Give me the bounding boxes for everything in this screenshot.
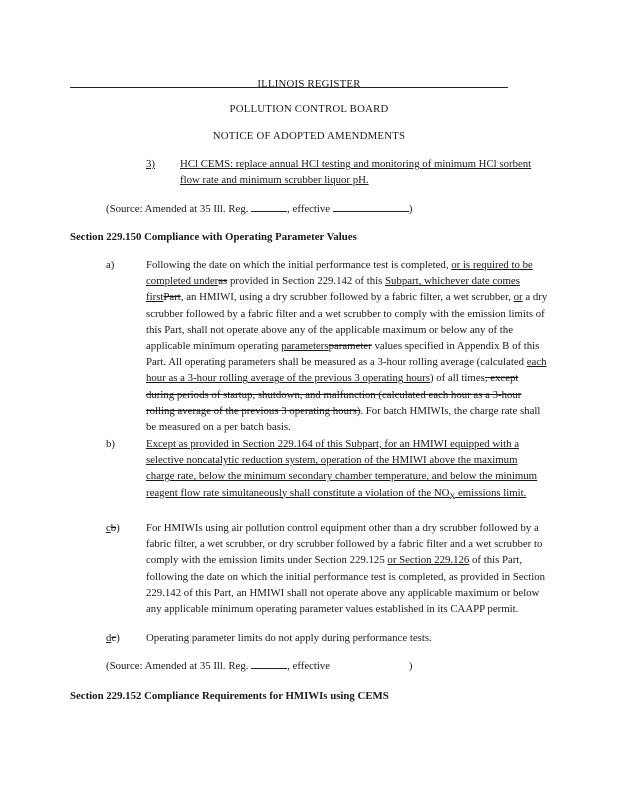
inserted-text: Subpart, whichever date comes first (146, 275, 520, 304)
item-text: HCl CEMS: replace annual HCl testing and monitoring of minimum HCl sorbent flow rate and minimum scrubber liquor pH. (180, 158, 532, 187)
inserted-label: d (106, 632, 112, 644)
effective-blank (333, 201, 409, 212)
reg-blank (251, 658, 287, 669)
deleted-label: c (111, 632, 117, 644)
header-rule (70, 87, 508, 88)
source-prefix: (Source: Amended at 35 Ill. Reg. (106, 660, 252, 672)
deleted-text: as (218, 275, 228, 288)
source-middle: , effective (287, 660, 333, 672)
source-suffix: ) (408, 203, 413, 215)
text-run: For HMIWIs using air pollution control equipment other than a dry scrubber followed by a fabric filter, a wet scrubber, or dry scrubber followed by a fabric filter and a wet scrubber to comply with the emission limits under Section 229.125 (146, 522, 543, 567)
text-run: . For batch HMIWIs, the charge rate shall be measured on a per batch basis. (146, 404, 541, 433)
text-run: ) of all times (429, 372, 485, 385)
text-run: Following the date on which the initial performance test is completed, (146, 259, 452, 271)
deleted-label: b (110, 522, 117, 534)
inserted-label: c (106, 522, 111, 534)
reg-blank (251, 201, 287, 212)
label-close: ) (116, 522, 120, 534)
paragraph-label: b) (106, 438, 115, 450)
section-heading: Section 229.150 Compliance with Operating Parameter Values (70, 231, 357, 243)
subscript: X (449, 491, 456, 501)
section-heading: Section 229.152 Compliance Requirements for HMIWIs using CEMS (70, 690, 389, 702)
paragraph-text: Operating parameter limits do not apply during performance tests. (146, 632, 432, 644)
notice-heading: NOTICE OF ADOPTED AMENDMENTS (212, 130, 406, 142)
inserted-text: emissions limit. (455, 486, 527, 499)
register-title: ILLINOIS REGISTER (257, 78, 361, 90)
text-run: provided in Section 229.142 of this (227, 275, 386, 288)
paragraph-label: a) (106, 259, 115, 271)
source-suffix: ) (408, 660, 413, 672)
inserted-text: or (513, 291, 523, 304)
source-middle: , effective (287, 203, 333, 215)
paragraph-label (106, 630, 120, 646)
inserted-text: parameters (281, 339, 329, 352)
paragraph-text (146, 520, 548, 617)
text-run: of this Part, following the date on which the initial performance test is completed, as provided in Section 229.142 of this Part, an HMIWI shall not operate above any applicable maximum or below any applicable minimum operating parameter values established in its CAAPP permit. (146, 554, 546, 615)
deleted-text: , except during periods of startup, shutdown, and malfunction (calculated each hour as a 3-hour rolling average of the previous 3 operating hours) (146, 372, 522, 417)
inserted-text: or Section 229.126 (387, 554, 470, 567)
paragraph-text (146, 436, 548, 503)
inserted-text: each hour as a 3-hour rolling average of the previous 3 operating hours (146, 356, 547, 385)
text-run: a dry scrubber followed by a fabric filter and a wet scrubber to comply with the emission limits of this Part, shall not operate above any of the applicable maximum or below any of the applicable minimum operating (146, 291, 548, 352)
text-run: , an HMIWI, using a dry scrubber followed by a fabric filter, a wet scrubber, (180, 291, 514, 304)
item-number: 3) (146, 158, 155, 170)
deleted-text: Part (163, 291, 181, 304)
deleted-text: parameter (328, 339, 372, 352)
inserted-text: or is required to be completed under (146, 259, 533, 288)
source-prefix: (Source: Amended at 35 Ill. Reg. (106, 203, 252, 215)
inserted-text: Except as provided in Section 229.164 of this Subpart, for an HMIWI equipped with a selective noncatalytic reduction system, operation of the HMIWI above the maximum charge rate, below the minimum secondary chamber temperature, and below the minimum reagent flow rate simultaneously shall constitute a violation of the NO (146, 438, 538, 499)
text-run: values specified in Appendix B of this Part. All operating parameters shall be measured as a 3-hour rolling average (calculated (146, 339, 540, 369)
paragraph-label (106, 520, 120, 536)
register-heading (70, 76, 548, 92)
source-note (106, 658, 546, 674)
board-heading: POLLUTION CONTROL BOARD (229, 103, 389, 115)
source-note (106, 201, 546, 217)
paragraph-text (146, 257, 548, 435)
label-close: ) (116, 632, 120, 644)
